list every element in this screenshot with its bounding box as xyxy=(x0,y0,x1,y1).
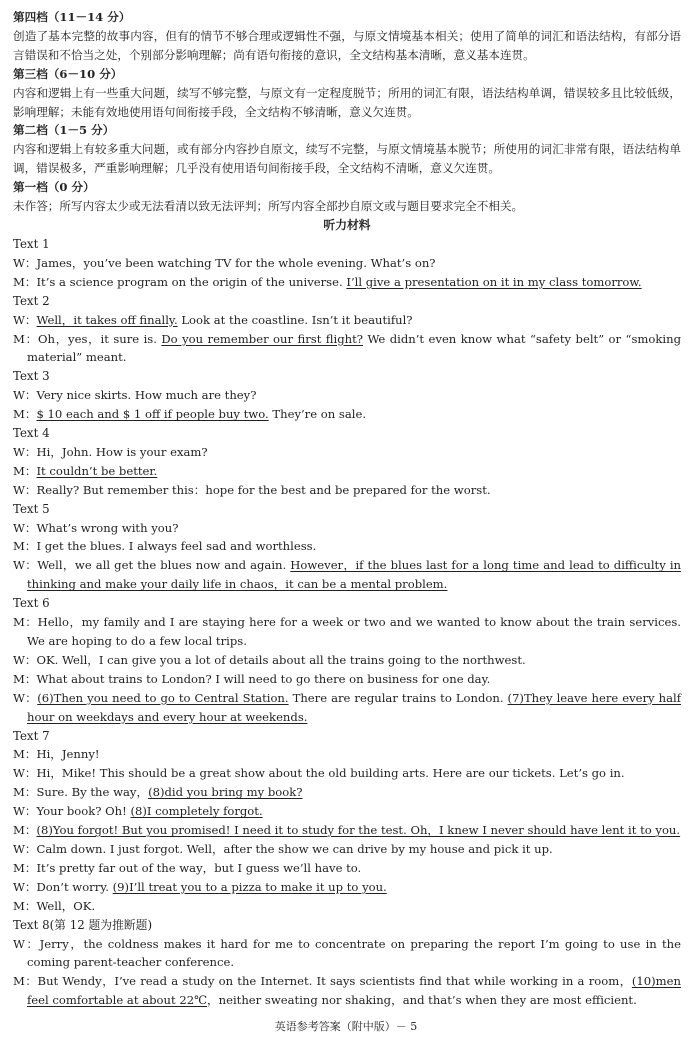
dialogue-text: W：Very nice skirts. How much are they? xyxy=(13,388,257,403)
underlined-answer: (7)They leave here every half hour on weekdays and every hour at weekends. xyxy=(27,690,682,724)
dialogue-line xyxy=(13,462,681,481)
underlined-answer: (8)I completely forgot. xyxy=(130,804,263,819)
underlined-answer: $ 10 each and $ 1 off if people buy two. xyxy=(36,407,269,422)
dialogue-line xyxy=(13,556,681,594)
dialogue-text: M：Oh，yes，it sure is. xyxy=(13,331,162,346)
section-title: 听力材料 xyxy=(323,217,371,232)
text-label: Text 5 xyxy=(13,501,50,516)
rubric-heading: 第四档（11－14 分） xyxy=(13,10,131,24)
dialogue-line xyxy=(13,443,681,462)
dialogue-text: M：It’s a science program on the origin of the universe. xyxy=(13,274,347,289)
dialogue-text: ，neither sweating nor shaking，and that’s when they are most efficient. xyxy=(207,993,637,1008)
dialogue-text: M： xyxy=(13,463,37,478)
dialogue-text: M：Sure. By the way， xyxy=(13,785,149,800)
dialogue-text: M：What about trains to London? I will need to go there on business for one day. xyxy=(13,671,491,686)
dialogue-text: M： xyxy=(13,823,37,838)
dialogue-text: Look at the coastline. Isn’t it beautiful? xyxy=(177,312,413,327)
rubric-text: 内容和逻辑上有较多重大问题，或有部分内容抄自原文，续写不完整，与原文情境基本脱节；所使用的词汇非常有限，语法结构单调，错误极多，严重影响理解；几乎没有使用语句间衔接手段，全文结构不清晰，意义欠连贯。 xyxy=(13,142,681,176)
dialogue-line xyxy=(13,613,681,651)
dialogue-text: W：Calm down. I just forgot. Well，after the show we can drive by my house and pick it up. xyxy=(13,841,553,856)
page-footer: 英语参考答案（附中版）－ 5 xyxy=(274,1020,418,1033)
underlined-answer: (6)Then you need to go to Central Station. xyxy=(37,690,289,705)
dialogue-text: W：OK. Well，I can give you a lot of details about all the trains going to the northwest. xyxy=(13,652,526,667)
document-page xyxy=(13,8,681,1010)
rubric-text: 内容和逻辑上有一些重大问题，续写不够完整，与原文有一定程度脱节；所用的词汇有限，语法结构单调，错误较多且比较低级，影响理解；未能有效地使用语句间衔接手段，全文结构不够清晰，意义欠连贯。 xyxy=(13,85,681,119)
dialogue-line xyxy=(13,972,681,1010)
underlined-answer: (9)I’ll treat you to a pizza to make it up to you. xyxy=(112,879,387,894)
dialogue-line xyxy=(13,330,681,368)
dialogue-line xyxy=(13,802,681,821)
text-label: Text 3 xyxy=(13,369,50,384)
dialogue-text: M：Well，OK. xyxy=(13,898,96,913)
dialogue-line xyxy=(13,878,681,897)
dialogue-text: W：Hi，Mike! This should be a great show about the old building arts. Here are our tickets. Let’s go in. xyxy=(13,766,625,781)
underlined-answer: Well，it takes off finally. xyxy=(36,312,178,327)
dialogue-text: W：Well，we all get the blues now and again. xyxy=(13,558,291,573)
dialogue-line xyxy=(13,859,681,878)
dialogue-line xyxy=(13,745,681,764)
text-label: Text 6 xyxy=(13,596,50,611)
dialogue-line xyxy=(13,783,681,802)
underlined-answer: (8)You forgot! But you promised! I need it to study for the test. Oh，I knew I never should have lent it to you. xyxy=(36,823,681,838)
dialogue-line xyxy=(13,254,681,273)
underlined-answer: (8)did you bring my book? xyxy=(148,785,303,800)
text-label: Text 2 xyxy=(13,293,50,308)
dialogue-text: W： xyxy=(13,690,38,705)
dialogue-line xyxy=(13,764,681,783)
rubric-text: 创造了基本完整的故事内容，但有的情节不够合理或逻辑性不强，与原文情境基本相关；使用了简单的词汇和语法结构，有部分语言错误和不恰当之处，个别部分影响理解；尚有语句衔接的意识，全文结构基本清晰，意义基本连贯。 xyxy=(13,28,681,62)
dialogue-text: W：What’s wrong with you? xyxy=(13,520,179,535)
rubric-heading: 第二档（1－5 分） xyxy=(13,123,115,138)
dialogue-text: M：It’s pretty far out of the way，but I guess we’ll have to. xyxy=(13,860,362,875)
dialogue-text: M： xyxy=(13,407,37,422)
text-label: Text 4 xyxy=(13,426,50,441)
dialogue-line xyxy=(13,481,681,500)
dialogue-text: There are regular trains to London. xyxy=(288,690,508,705)
dialogue-text: We didn’t even know what “safety belt” or “smoking material” meant. xyxy=(27,331,681,365)
dialogue-text: M：Hi，Jenny! xyxy=(13,747,100,762)
dialogue-line xyxy=(13,935,681,973)
dialogue-line xyxy=(13,651,681,670)
dialogue-line xyxy=(13,273,681,292)
dialogue-line xyxy=(13,537,681,556)
dialogue-text: W： xyxy=(13,312,37,327)
dialogue-line xyxy=(13,840,681,859)
dialogue-text: M：Hello，my family and I are staying here for a week or two and we wanted to know about the train services. We are hoping to do a few local trips. xyxy=(13,615,681,648)
dialogue-line xyxy=(13,670,681,689)
dialogue-text: M：But Wendy，I’ve read a study on the Internet. It says scientists find that while working in a room， xyxy=(13,974,632,989)
dialogue-line xyxy=(13,897,681,916)
dialogue-text: W：Hi，John. How is your exam? xyxy=(13,444,208,459)
underlined-answer: I’ll give a presentation on it in my class tomorrow. xyxy=(346,274,642,289)
dialogue-line xyxy=(13,821,681,840)
dialogue-line xyxy=(13,386,681,405)
scoring-rubric xyxy=(13,8,681,216)
underlined-answer: However，if the blues last for a long time and lead to difficulty in thinking and make your daily life in chaos，it can be a mental problem. xyxy=(27,558,682,592)
underlined-answer: It couldn’t be better. xyxy=(36,463,158,478)
dialogue-text: W：Really? But remember this：hope for the best and be prepared for the worst. xyxy=(13,482,491,497)
dialogue-text: M：I get the blues. I always feel sad and worthless. xyxy=(13,539,317,554)
dialogue-text: W：Jerry，the coldness makes it hard for me to concentrate on preparing the report I’m going to use in the coming parent-teacher conference. xyxy=(13,936,681,970)
text-label: Text 8(第 12 题为推断题) xyxy=(13,917,153,932)
dialogue-text: W：Your book? Oh! xyxy=(13,804,131,819)
dialogue-line xyxy=(13,405,681,424)
dialogue-line xyxy=(13,689,681,727)
dialogue-line xyxy=(13,519,681,538)
dialogue-text: They’re on sale. xyxy=(268,407,367,422)
rubric-heading: 第三档（6－10 分） xyxy=(13,66,123,81)
underlined-answer: Do you remember our first flight? xyxy=(161,331,364,346)
rubric-heading: 第一档（0 分） xyxy=(13,180,95,195)
dialogue-text: W：James，you’ve been watching TV for the whole evening. What’s on? xyxy=(13,255,436,270)
text-label: Text 7 xyxy=(13,728,50,743)
rubric-text: 未作答；所写内容太少或无法看清以致无法评判；所写内容全部抄自原文或与题目要求完全不相关。 xyxy=(13,199,524,214)
dialogue-text: W：Don’t worry. xyxy=(13,879,113,894)
underlined-answer: (10)men feel comfortable at about 22℃ xyxy=(27,974,681,1008)
listening-transcripts xyxy=(13,235,681,1010)
dialogue-line xyxy=(13,311,681,330)
text-label: Text 1 xyxy=(13,236,50,251)
